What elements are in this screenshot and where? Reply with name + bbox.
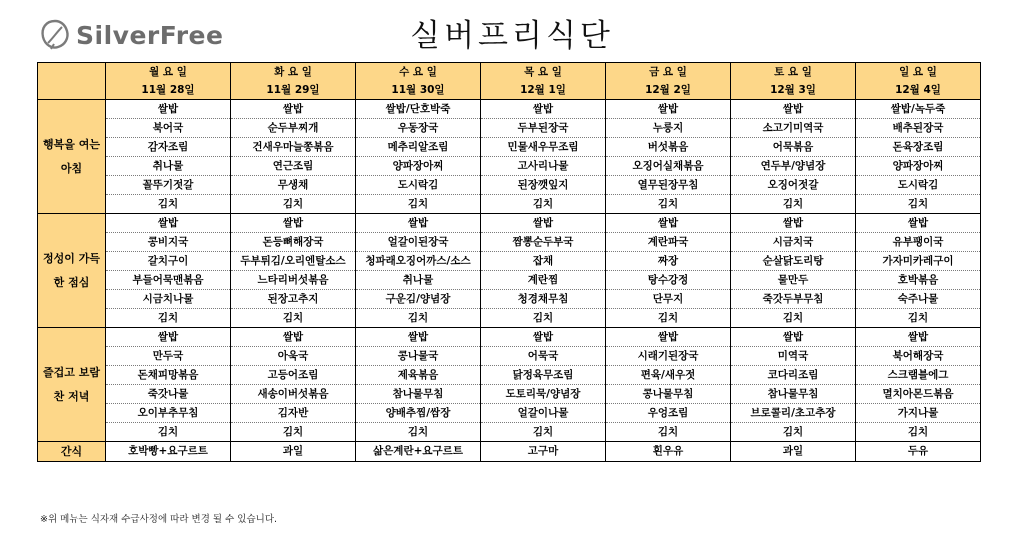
table-row <box>38 176 981 195</box>
menu-item: 쌀밥 <box>856 328 981 347</box>
menu-item: 가자미카레구이 <box>856 252 981 271</box>
menu-item: 콩나물무침 <box>606 385 731 404</box>
table-row <box>38 100 981 119</box>
footer-note: ※위 메뉴는 식자재 수급사정에 따라 변경 될 수 있습니다. <box>40 514 278 525</box>
day-date: 11월 30일 <box>356 81 481 100</box>
snack-item: 흰우유 <box>606 442 731 462</box>
menu-item: 쌀밥 <box>481 328 606 347</box>
menu-item: 쌀밥 <box>606 100 731 119</box>
day-name: 월 요 일 <box>106 63 231 82</box>
meal-label: 즐겁고 보람찬 저녁 <box>38 328 106 442</box>
menu-item: 쌀밥 <box>856 214 981 233</box>
menu-item: 스크램블에그 <box>856 366 981 385</box>
menu-item: 쌀밥/단호박죽 <box>356 100 481 119</box>
menu-item: 취나물 <box>106 157 231 176</box>
menu-item: 시금치국 <box>731 233 856 252</box>
menu-item: 느타리버섯볶음 <box>231 271 356 290</box>
menu-item: 쌀밥 <box>731 100 856 119</box>
menu-item: 시금치나물 <box>106 290 231 309</box>
menu-item: 닭정육무조림 <box>481 366 606 385</box>
menu-item: 북어국 <box>106 119 231 138</box>
table-row <box>38 271 981 290</box>
table-row <box>38 138 981 157</box>
menu-item: 김치 <box>731 195 856 214</box>
menu-item: 오징어젓갈 <box>731 176 856 195</box>
snack-item: 호박빵+요구르트 <box>106 442 231 462</box>
menu-item: 무생채 <box>231 176 356 195</box>
menu-item: 김자반 <box>231 404 356 423</box>
day-date: 12월 1일 <box>481 81 606 100</box>
menu-item: 배추된장국 <box>856 119 981 138</box>
menu-item: 쌀밥 <box>106 100 231 119</box>
table-row <box>38 328 981 347</box>
menu-item: 코다리조림 <box>731 366 856 385</box>
menu-item: 브로콜리/초고추장 <box>731 404 856 423</box>
menu-item: 돈채피망볶음 <box>106 366 231 385</box>
day-name: 금 요 일 <box>606 63 731 82</box>
menu-item: 연근조림 <box>231 157 356 176</box>
snack-item: 고구마 <box>481 442 606 462</box>
menu-item: 건새우마늘쫑볶음 <box>231 138 356 157</box>
snack-item: 과일 <box>731 442 856 462</box>
menu-item: 고등어조림 <box>231 366 356 385</box>
menu-item: 김치 <box>106 423 231 442</box>
menu-item: 된장고추지 <box>231 290 356 309</box>
menu-item: 얼갈이된장국 <box>356 233 481 252</box>
menu-item: 쌀밥 <box>481 100 606 119</box>
menu-item: 순살닭도리탕 <box>731 252 856 271</box>
menu-item: 참나물무침 <box>731 385 856 404</box>
menu-body <box>38 100 981 462</box>
day-date: 12월 2일 <box>606 81 731 100</box>
menu-item: 소고기미역국 <box>731 119 856 138</box>
menu-item: 양파장아찌 <box>856 157 981 176</box>
menu-item: 쌀밥 <box>356 214 481 233</box>
day-name: 목 요 일 <box>481 63 606 82</box>
snack-row <box>38 442 981 462</box>
menu-item: 취나물 <box>356 271 481 290</box>
menu-item: 열무된장무침 <box>606 176 731 195</box>
menu-item: 감자조림 <box>106 138 231 157</box>
menu-item: 꼴뚜기젓갈 <box>106 176 231 195</box>
day-date: 11월 28일 <box>106 81 231 100</box>
table-row <box>38 404 981 423</box>
menu-item: 김치 <box>606 195 731 214</box>
menu-item: 김치 <box>231 309 356 328</box>
menu-item: 버섯볶음 <box>606 138 731 157</box>
menu-item: 쌀밥 <box>606 328 731 347</box>
table-row <box>38 157 981 176</box>
menu-item: 아욱국 <box>231 347 356 366</box>
menu-item: 잡채 <box>481 252 606 271</box>
menu-item: 쌀밥 <box>106 328 231 347</box>
day-date: 12월 4일 <box>856 81 981 100</box>
menu-item: 김치 <box>481 309 606 328</box>
menu-item: 어묵볶음 <box>731 138 856 157</box>
day-header-row <box>38 63 981 82</box>
menu-item: 계란찜 <box>481 271 606 290</box>
menu-item: 계란파국 <box>606 233 731 252</box>
day-name: 수 요 일 <box>356 63 481 82</box>
menu-item: 쌀밥 <box>106 214 231 233</box>
day-name: 화 요 일 <box>231 63 356 82</box>
menu-item: 쌀밥/녹두죽 <box>856 100 981 119</box>
menu-item: 죽갓두부무침 <box>731 290 856 309</box>
menu-item: 두부튀김/오리엔탈소스 <box>231 252 356 271</box>
menu-item: 김치 <box>606 309 731 328</box>
menu-item: 물만두 <box>731 271 856 290</box>
meal-label: 행복을 여는 아침 <box>38 100 106 214</box>
menu-item: 민물새우무조림 <box>481 138 606 157</box>
corner-cell <box>38 63 106 100</box>
menu-item: 김치 <box>481 423 606 442</box>
snack-item: 두유 <box>856 442 981 462</box>
menu-item: 어묵국 <box>481 347 606 366</box>
table-row <box>38 195 981 214</box>
logo-text: SilverFree <box>76 20 224 50</box>
menu-item: 청파래오징어까스/소스 <box>356 252 481 271</box>
menu-item: 부들어묵맨볶음 <box>106 271 231 290</box>
menu-item: 우동장국 <box>356 119 481 138</box>
menu-table <box>37 62 981 462</box>
menu-item: 가지나물 <box>856 404 981 423</box>
menu-item: 김치 <box>356 309 481 328</box>
menu-item: 만두국 <box>106 347 231 366</box>
menu-item: 쌀밥 <box>481 214 606 233</box>
menu-item: 죽갓나물 <box>106 385 231 404</box>
table-row <box>38 309 981 328</box>
menu-item: 김치 <box>856 195 981 214</box>
menu-item: 누룽지 <box>606 119 731 138</box>
table-row <box>38 252 981 271</box>
menu-item: 오이부추무침 <box>106 404 231 423</box>
menu-item: 쌀밥 <box>731 214 856 233</box>
day-name: 일 요 일 <box>856 63 981 82</box>
menu-item: 메추리알조림 <box>356 138 481 157</box>
menu-item: 제육볶음 <box>356 366 481 385</box>
menu-item: 쌀밥 <box>356 328 481 347</box>
menu-item: 유부팽이국 <box>856 233 981 252</box>
snack-item: 과일 <box>231 442 356 462</box>
menu-item: 김치 <box>106 309 231 328</box>
table-row <box>38 290 981 309</box>
menu-item: 김치 <box>481 195 606 214</box>
menu-item: 오징어실채볶음 <box>606 157 731 176</box>
menu-item: 돈육장조림 <box>856 138 981 157</box>
menu-item: 콩비지국 <box>106 233 231 252</box>
menu-item: 양배추찜/쌈장 <box>356 404 481 423</box>
menu-item: 연두부/양념장 <box>731 157 856 176</box>
menu-item: 김치 <box>356 423 481 442</box>
menu-item: 구운김/양념장 <box>356 290 481 309</box>
menu-item: 짜장 <box>606 252 731 271</box>
menu-item: 탕수강정 <box>606 271 731 290</box>
menu-item: 김치 <box>856 309 981 328</box>
menu-item: 편육/새우젓 <box>606 366 731 385</box>
menu-item: 짬뽕순두부국 <box>481 233 606 252</box>
table-row <box>38 385 981 404</box>
menu-item: 쌀밥 <box>231 100 356 119</box>
menu-item: 숙주나물 <box>856 290 981 309</box>
menu-item: 얼갈이나물 <box>481 404 606 423</box>
table-row <box>38 423 981 442</box>
snack-item: 삶은계란+요구르트 <box>356 442 481 462</box>
day-name: 토 요 일 <box>731 63 856 82</box>
menu-item: 김치 <box>731 423 856 442</box>
menu-item: 김치 <box>606 423 731 442</box>
menu-item: 콩나물국 <box>356 347 481 366</box>
menu-item: 김치 <box>856 423 981 442</box>
menu-item: 단무지 <box>606 290 731 309</box>
menu-item: 양파장아찌 <box>356 157 481 176</box>
menu-item: 된장깻잎지 <box>481 176 606 195</box>
menu-item: 시래기된장국 <box>606 347 731 366</box>
table-row <box>38 347 981 366</box>
menu-item: 북어해장국 <box>856 347 981 366</box>
menu-item: 갈치구이 <box>106 252 231 271</box>
menu-item: 김치 <box>731 309 856 328</box>
menu-item: 멸치아몬드볶음 <box>856 385 981 404</box>
menu-item: 새송이버섯볶음 <box>231 385 356 404</box>
menu-item: 참나물무침 <box>356 385 481 404</box>
menu-item: 쌀밥 <box>731 328 856 347</box>
table-row <box>38 214 981 233</box>
menu-item: 우엉조림 <box>606 404 731 423</box>
menu-item: 호박볶음 <box>856 271 981 290</box>
menu-item: 순두부찌개 <box>231 119 356 138</box>
menu-item: 쌀밥 <box>231 328 356 347</box>
menu-item: 쌀밥 <box>606 214 731 233</box>
meal-label: 정성이 가득한 점심 <box>38 214 106 328</box>
menu-item: 도시락김 <box>856 176 981 195</box>
menu-item: 도시락김 <box>356 176 481 195</box>
menu-item: 청경채무침 <box>481 290 606 309</box>
day-date: 12월 3일 <box>731 81 856 100</box>
menu-item: 쌀밥 <box>231 214 356 233</box>
page-title: 실버프리식단 <box>410 18 614 54</box>
date-header-row <box>38 81 981 100</box>
menu-item: 고사리나물 <box>481 157 606 176</box>
menu-item: 김치 <box>356 195 481 214</box>
table-row <box>38 233 981 252</box>
menu-item: 두부된장국 <box>481 119 606 138</box>
menu-item: 김치 <box>231 423 356 442</box>
menu-item: 도토리묵/양념장 <box>481 385 606 404</box>
table-row <box>38 119 981 138</box>
snack-label: 간식 <box>38 442 106 462</box>
menu-item: 미역국 <box>731 347 856 366</box>
table-row <box>38 366 981 385</box>
day-date: 11월 29일 <box>231 81 356 100</box>
menu-item: 돈등뼈해장국 <box>231 233 356 252</box>
menu-item: 김치 <box>106 195 231 214</box>
menu-item: 김치 <box>231 195 356 214</box>
